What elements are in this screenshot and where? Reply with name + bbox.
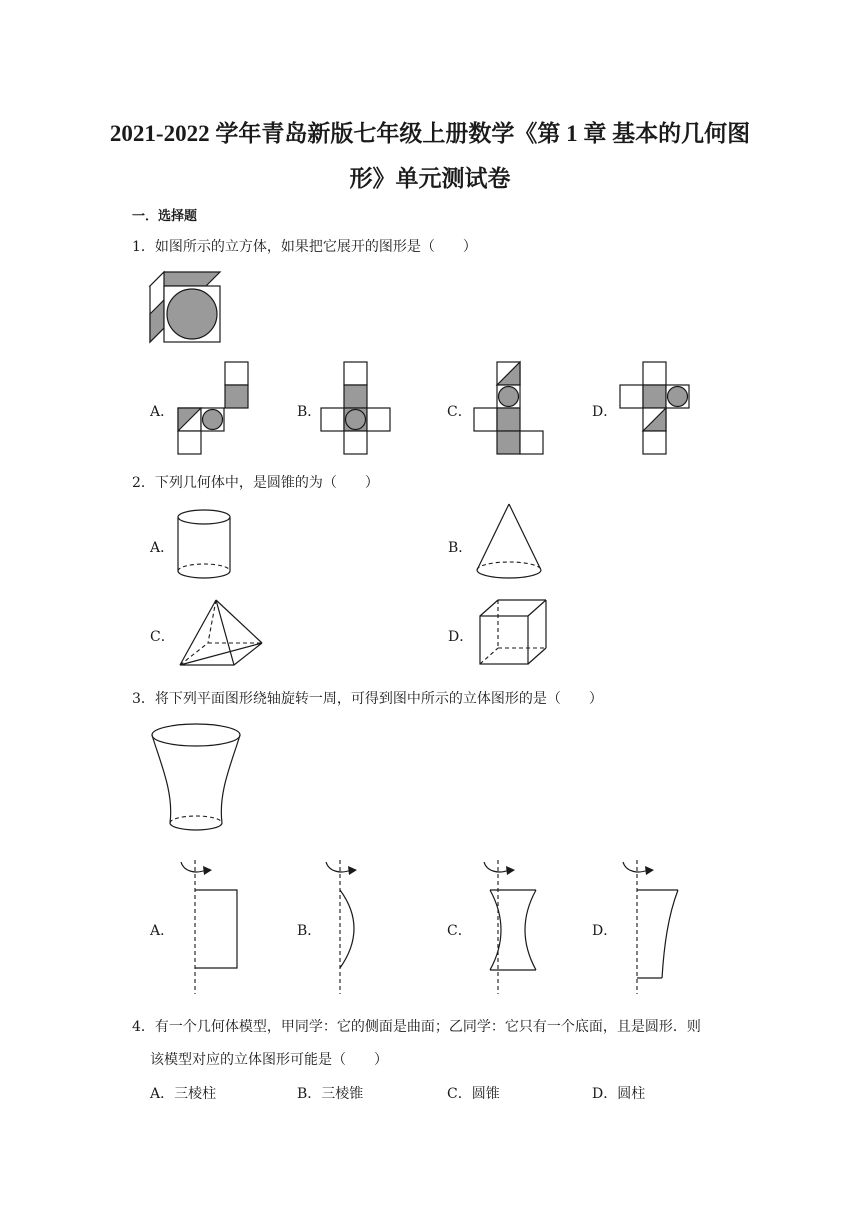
- q1-option-c-net: [474, 362, 544, 455]
- q3-option-a-label: A．: [150, 923, 175, 939]
- q2-option-d-label: D．: [448, 629, 474, 645]
- q4-option-c: C．圆锥: [447, 1086, 500, 1102]
- question-3-stem: 3．将下列平面图形绕轴旋转一周，可得到图中所示的立体图形的是（ ）: [132, 691, 603, 707]
- q4-option-b: B．三棱锥: [297, 1086, 364, 1102]
- q2-option-c-pyramid: [176, 597, 266, 669]
- question-4-stem-line-2: 该模型对应的立体图形可能是（ ）: [150, 1052, 388, 1068]
- q3-option-d-figure: [618, 856, 684, 998]
- question-1-stem: 1．如图所示的立方体，如果把它展开的图形是（ ）: [132, 239, 477, 255]
- q3-option-d-label: D．: [592, 923, 618, 939]
- q2-option-c-label: C．: [150, 629, 175, 645]
- q2-option-a-label: A．: [150, 540, 175, 556]
- q1-option-a-label: A．: [150, 404, 175, 420]
- q1-option-d-net: [620, 362, 690, 455]
- q1-option-d-label: D．: [592, 404, 618, 420]
- q1-option-b-label: B．: [297, 404, 322, 420]
- page-title-line-1: 2021-2022 学年青岛新版七年级上册数学《第 1 章 基本的几何图: [109, 121, 751, 146]
- q3-option-c-label: C．: [447, 923, 472, 939]
- q4-option-a: A．三棱柱: [150, 1086, 217, 1102]
- question-2-stem: 2．下列几何体中，是圆锥的为（ ）: [132, 475, 379, 491]
- q2-option-b-cone: [474, 502, 544, 582]
- q4-option-d: D．圆柱: [592, 1086, 646, 1102]
- q2-option-b-label: B．: [448, 540, 473, 556]
- page-title-line-2: 形》单元测试卷: [349, 166, 511, 191]
- q1-cube-figure: [150, 272, 220, 342]
- section-heading: 一．选择题: [132, 209, 198, 224]
- q3-option-b-label: B．: [297, 923, 322, 939]
- q2-option-a-cylinder: [176, 508, 232, 580]
- question-4-stem-line-1: 4．有一个几何体模型，甲同学：它的侧面是曲面；乙同学：它只有一个底面，且是圆形．则: [132, 1019, 701, 1035]
- q3-vase-figure: [150, 722, 246, 834]
- q2-option-d-cube: [478, 598, 548, 668]
- q3-option-a-figure: [176, 856, 242, 998]
- q1-option-b-net: [321, 362, 391, 455]
- q1-option-a-net: [178, 362, 248, 455]
- q1-option-c-label: C．: [447, 404, 472, 420]
- q3-option-c-figure: [474, 856, 544, 998]
- q3-option-b-figure: [320, 856, 380, 998]
